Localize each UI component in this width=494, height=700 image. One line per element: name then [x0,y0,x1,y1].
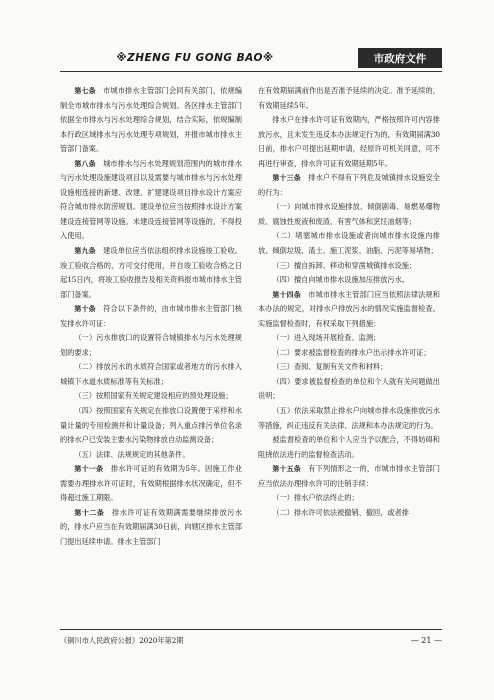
page-header [60,48,442,68]
masthead-title: ※ZHENG FU GONG BAO※ [116,52,274,64]
paragraph-text: 建设单位应当依法组织排水设施竣工验收。竣工验收合格的，方可交付使用，并自竣工验收合格之日起15日内，将竣工验收报告及相关资料报市城市排水主管部门备案。 [60,246,242,299]
paragraph-text: 市城市排水主管部门会同有关部门，依规编制全市城市排水与污水处理综合规划。各区排水主管部门依据全市排水与污水处理综合规划，结合实际，依规编制本行政区域排水与污水处理专项规划，并报市城市排水主管部门备案。 [60,86,242,154]
paragraph [258,331,440,346]
paragraph [60,462,242,506]
article-number: 第十条 [74,305,96,314]
article-number: 第九条 [74,247,96,256]
paragraph-text: 符合以下条件的，由市城市排水主管部门核发排水许可证： [60,304,242,328]
article-number: 第十二条 [74,508,105,517]
paragraph [60,157,242,244]
paragraph-text: 排水许可证有效期满需要继续排放污水的，排水户应当在有效期届满30日前，向辖区排水主管部门提出延续申请。排水主管部门 [60,507,242,546]
paragraph [258,462,440,491]
paragraph-text: 城市排水与污水处理规划范围内的城市排水与污水处理设施建设项目以及需要与城市排水与污水处理设施相连接的新建、改建、扩建建设项目排水设计方案应符合城市排水防涝规划。建设单位应当按照排水设计方案建设连接管网等设施。未建设连接管网等设施的，不得投入使用。 [60,158,242,241]
paragraph [258,491,440,506]
article-number: 第八条 [74,159,96,168]
paragraph [258,273,440,288]
paragraph-text: （五）法律、法规规定的其他条件。 [74,449,190,459]
paragraph [60,404,242,448]
paragraph-text: （一）进入现场开展检查、监测； [272,333,381,343]
publication-title: 《铜川市人民政府公报》2020年第2期 [60,636,184,645]
paragraph [60,506,242,550]
article-number: 第十三条 [272,174,301,183]
paragraph [258,288,440,332]
article-number: 第十五条 [272,465,301,474]
paragraph [258,229,440,258]
article-number: 第十四条 [272,290,301,299]
paragraph-text: 被监督检查的单位和个人应当予以配合，不得妨碍和阻挠依法进行的监督检查活动。 [258,435,440,459]
left-text-column [60,84,242,550]
paragraph [258,259,440,274]
paragraph [258,506,440,521]
paragraph-text: （三）擅自拆卸、移动和穿凿城镇排水设施； [272,260,417,270]
paragraph-text: （二）堵塞城市排水设施或者向城市排水设施内排放、倾倒垃圾、渣土、施工泥浆、油脂、污泥等易堵物； [258,231,440,256]
paragraph [258,360,440,375]
paragraph [258,346,440,361]
paragraph [258,433,440,462]
footer-divider [60,629,442,630]
paragraph [60,302,242,331]
article-number: 第七条 [74,87,96,95]
paragraph-text: 排水许可证的有效期为5年。因施工作业需要办理排水许可证时，有效期根据排水状况确定，但不得超过施工期限。 [60,464,242,503]
paragraph-text: （四）要求被监督检查的单位和个人就有关问题做出说明； [258,376,440,401]
right-text-column [258,84,440,520]
paragraph [258,375,440,404]
paragraph-text: 市城市排水主管部门应当依照法律法规和本办法的规定，对排水户排放污水的情况实施监督检查。实施监督检查时，有权采取下列措施： [258,289,440,328]
paragraph-text: （一）向城市排水设施排放、倾倒剧毒、易燃易爆物质、腐蚀性废液和废渣、有害气体和烹饪油烟等； [258,202,440,226]
paragraph [60,389,242,404]
paragraph [258,171,440,200]
paragraph [60,84,242,157]
paragraph-text: 在有效期届满前作出是否准予延续的决定。准予延续的，有效期延续5年。 [258,86,440,110]
paragraph-text: 有下列情形之一的，市城市排水主管部门应当依法办理排水许可的注销手续： [258,464,440,488]
paragraph-text: （五）依法采取禁止排水户向城市排水设施排放污水等措施，纠正违反有关法律、法规和本办法规定的行为。 [258,406,440,430]
section-badge: 市政府文件 [358,48,442,68]
paragraph [60,360,242,389]
paragraph-text: 排水户在排水许可证有效期内，严格按照许可内容排放污水，且未发生违反本办法规定行为的，有效期届满30日前，排水户可提出延期申请，经原许可机关同意，可不再进行审查，排水许可证有效期延期5年。 [258,115,440,168]
paragraph-text: （二）排水许可依法被撤销、撤回，或者排 [272,507,409,517]
paragraph-text: （二）排放污水的水质符合国家或者地方的污水排入城镇下水道水质标准等有关标准； [60,362,242,386]
paragraph-text: 排水户不得有下列危及城镇排水设施安全的行为： [258,173,440,197]
paragraph [258,404,440,433]
page-number: — 21 — [410,636,442,645]
paragraph-text: （四）擅自向城市排水设施加压排放污水。 [272,275,409,285]
header-divider [60,71,442,72]
paragraph [258,200,440,229]
paragraph-text: （三）按照国家有关规定建设相应的预处理设施； [74,391,233,401]
paragraph [258,113,440,171]
paragraph [60,331,242,360]
paragraph-text: （一）污水排放口的设置符合城镇排水与污水处理规划的要求； [60,333,242,357]
paragraph-text: （一）排水户依法终止的； [272,493,359,503]
paragraph [258,84,440,113]
paragraph [60,448,242,463]
paragraph-text: （四）按照国家有关规定在排放口设置便于采样和水量计量的专用检测井和计量设备；列入重点排污单位名录的排水户已安装主要水污染物排放自动监测设备； [60,406,242,445]
paragraph [60,244,242,302]
article-number: 第十一条 [74,465,104,474]
paragraph-text: （二）要求被监督检查的排水户出示排水许可证； [272,347,431,357]
paragraph-text: （三）查阅、复制有关文件和材料； [272,362,388,372]
